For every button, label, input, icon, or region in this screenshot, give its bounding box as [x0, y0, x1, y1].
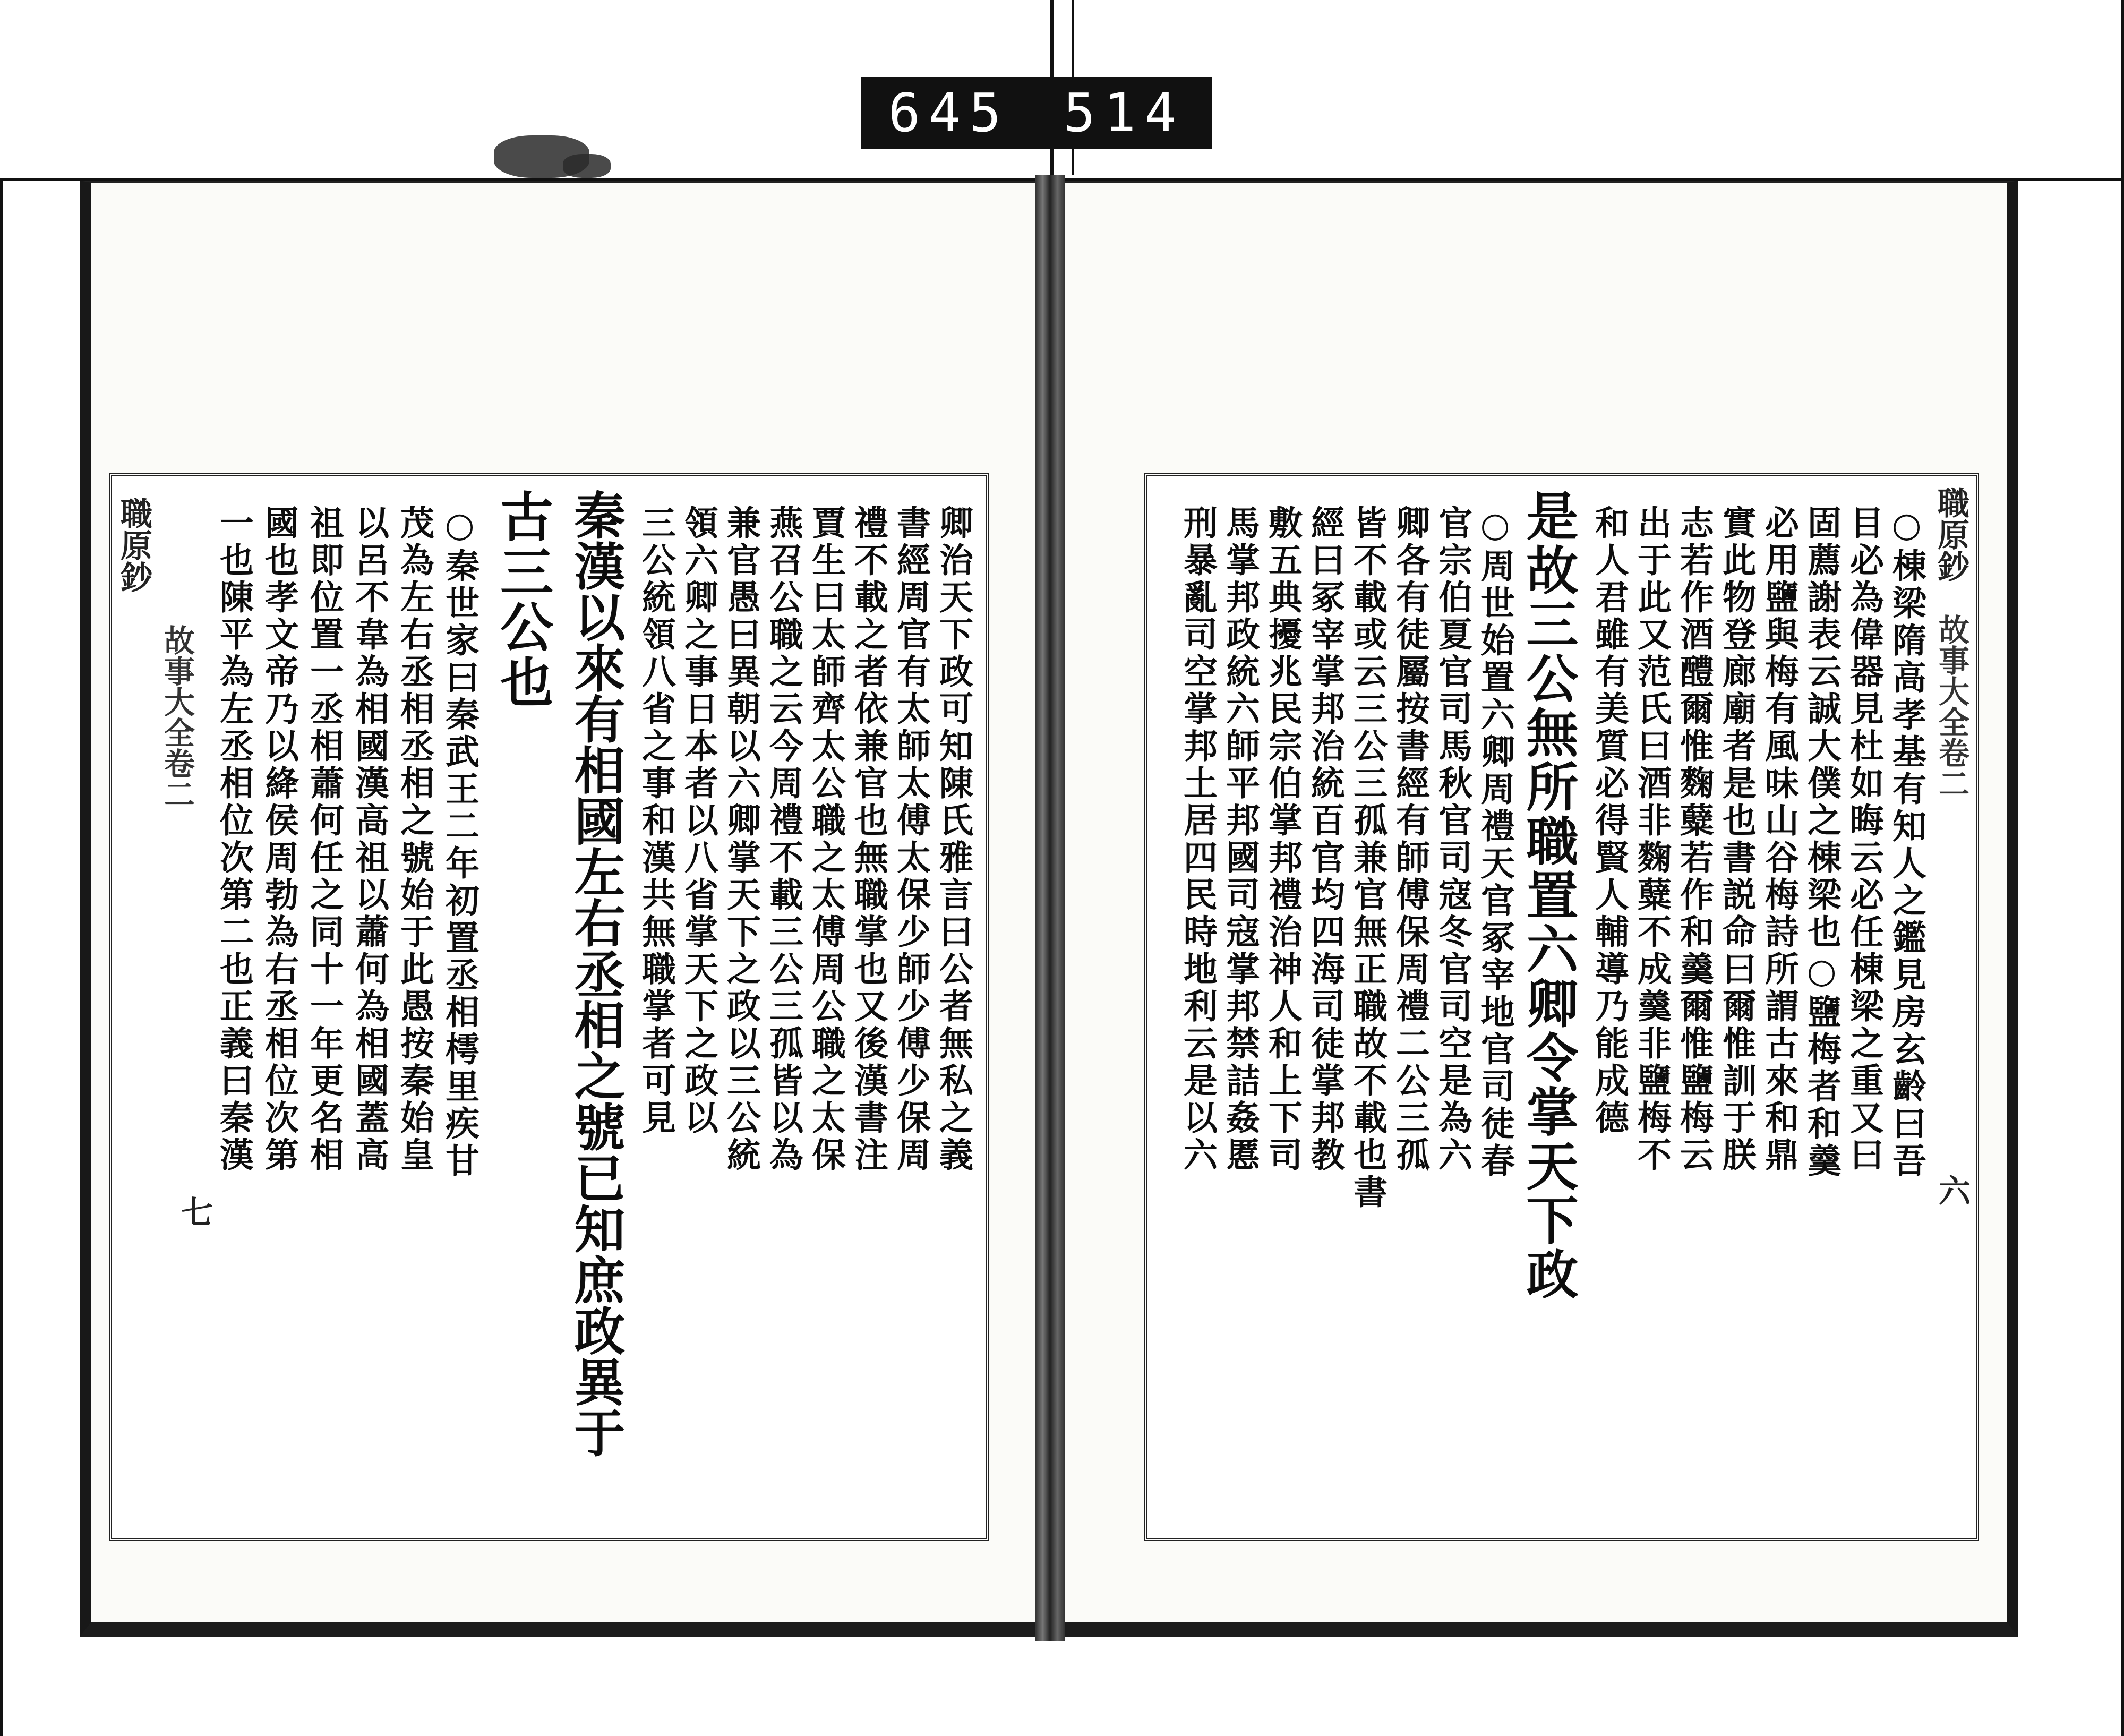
book-gutter [1035, 175, 1065, 1641]
text-column: 必用鹽與梅有風味山谷梅詩所謂古來和鼎 [1759, 505, 1799, 1174]
film-frame-left-line [0, 178, 3, 1736]
text-column: 賈生曰太師齊太公職之太傅周公職之太保 [806, 505, 846, 1174]
text-column: 三公統領八省之事和漢共無職掌者可見 [636, 505, 676, 1137]
text-column: 皆不載或云三公三孤兼官無正職故不載也書 [1348, 505, 1388, 1211]
reel-label-right: 514 [1063, 82, 1185, 144]
text-column: 領六卿之事日本者以八省掌天下之政以 [679, 505, 718, 1137]
text-column: 卿治天下政可知陳氏雅言曰公者無私之義 [933, 505, 973, 1174]
text-column: 經曰冢宰掌邦治統百官均四海司徒掌邦教 [1305, 505, 1345, 1174]
text-column: 禮不載之者依兼官也無職掌也又後漢書注 [849, 505, 888, 1174]
text-column: 燕召公職之云今周禮不載三公三孤皆以為 [764, 505, 803, 1174]
reel-label [861, 77, 1212, 149]
film-frame-right-line [2121, 0, 2124, 1736]
text-column: 國也孝文帝乃以絳侯周勃為右丞相位次第 [259, 505, 299, 1174]
text-column: 以呂不韋為相國漢高祖以蕭何為相國蓋高 [349, 505, 389, 1174]
section-heading: 是故三公無所職置六卿令掌天下政 [1518, 489, 1579, 1302]
page-number: 七 [181, 1194, 213, 1232]
text-column: 實此物登廊廟者是也書説命曰爾惟訓于朕 [1717, 505, 1757, 1174]
margin-title: 職原鈔 [115, 497, 152, 593]
text-column: 和人君雖有美質必得賢人輔導乃能成德 [1589, 505, 1629, 1137]
text-column: 敷五典擾兆民宗伯掌邦禮治神人和上下司 [1263, 505, 1303, 1174]
text-column: 書經周官有太師太傅太保少師少傅少保周 [891, 505, 931, 1174]
text-column: ○秦世家曰秦武王二年初置丞相樗里疾甘 [440, 505, 479, 1180]
text-column: 目必為偉器見杜如晦云必任棟梁之重又曰 [1844, 505, 1884, 1174]
section-heading: 古三公也 [491, 489, 554, 710]
text-column: 刑暴亂司空掌邦土居四民時地利云是以六 [1178, 505, 1218, 1174]
margin-volume: 故事大全卷二 [159, 625, 195, 809]
section-heading: 秦漢以來有相國左右丞相之號已知庶政異于 [566, 489, 626, 1458]
margin-volume: 故事大全卷二 [1933, 614, 1969, 799]
right-text-block [1144, 473, 1979, 1541]
left-text-block [109, 473, 989, 1541]
text-column: 馬掌邦政統六師平邦國司寇掌邦禁詰姦慝 [1220, 505, 1260, 1174]
text-column: ○棟梁隋高孝基有知人之鑑見房玄齡曰吾 [1887, 505, 1926, 1180]
text-column: 兼官愚曰異朝以六卿掌天下之政以三公統 [721, 505, 761, 1174]
margin-title: 職原鈔 [1932, 486, 1969, 582]
text-column: ○周世始置六卿周禮天官冢宰地官司徒春 [1475, 505, 1515, 1180]
text-column: 志若作酒醴爾惟麴糵若作和羹爾惟鹽梅云 [1674, 505, 1714, 1174]
text-column: 一也陳平為左丞相位次第二也正義曰秦漢 [214, 505, 254, 1174]
text-column: 官宗伯夏官司馬秋官司寇冬官司空是為六 [1433, 505, 1472, 1174]
text-column: 祖即位置一丞相蕭何任之同十一年更名相 [304, 505, 344, 1174]
text-column: 固薦謝表云誠大僕之棟梁也○鹽梅者和羹 [1802, 505, 1842, 1180]
text-column: 茂為左右丞相丞相之號始于此愚按秦始皇 [395, 505, 434, 1174]
text-column: 出于此又范氏曰酒非麴糵不成羹非鹽梅不 [1632, 505, 1672, 1174]
page-number: 六 [1939, 1173, 1971, 1210]
reel-label-left: 645 [888, 82, 1010, 144]
text-column: 卿各有徒屬按書經有師傅保周禮二公三孤 [1390, 505, 1430, 1174]
paper-smudge [563, 154, 611, 178]
